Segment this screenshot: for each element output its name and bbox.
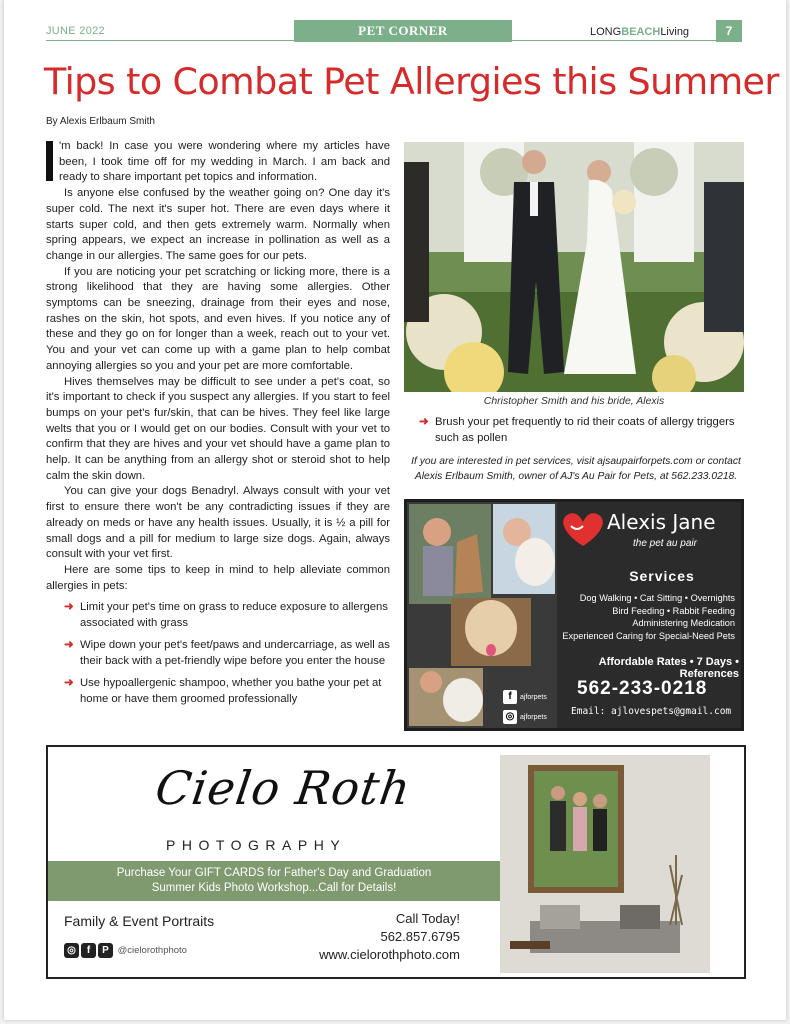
tips-list	[46, 600, 390, 707]
service-line: Dog Walking • Cat Sitting • Overnights	[579, 593, 735, 603]
heart-logo-icon	[557, 510, 609, 548]
page-number: 7	[716, 20, 742, 42]
facebook-handle[interactable]	[503, 690, 547, 704]
facebook-icon: f	[81, 943, 96, 958]
magazine-page	[4, 0, 786, 1020]
promo-line: Summer Kids Photo Workshop...Call for Details!	[151, 882, 397, 894]
byline: By Alexis Erlbaum Smith	[46, 116, 155, 127]
wedding-photo	[404, 142, 744, 392]
services-heading: Services	[629, 568, 695, 584]
arrow-icon: ➜	[64, 677, 74, 690]
ad-phone: 562-233-0218	[577, 678, 708, 699]
paragraph-1-text: 'm back! In case you were wondering where my articles have been, I took time off for my wedding in March. I am back and ready to share important pet topics and information.	[59, 140, 390, 184]
article-title: Tips to Combat Pet Allergies this Summer	[44, 60, 779, 103]
social-row[interactable]	[64, 943, 187, 958]
signature-logo: Cielo Roth	[152, 761, 415, 815]
tip-item	[46, 676, 390, 707]
photography-ad	[46, 745, 746, 979]
paragraph-2: Is anyone else confused by the weather going on? One day it's super cold. The next it's super hot. There are even days where it starts super cold, and then gets extremely warm. Normally when spring appears, we expect an increase in pollination as well as a change in our allergies. The same goes for our pets.	[46, 187, 390, 262]
magazine-name	[590, 26, 689, 38]
paragraph-4: Hives themselves may be difficult to see under a pet's coat, so it's important to check if you suspect any allergies. If you start to feel bumps on your pet's fur/skin, that can be hives. They feel like large welts that you or I would get on our bodies. Consult with your vet to confirm that they are hives and your vet should have a game plan to help. It can be anything from an allergy shot or steroid shot to help calm the skin down.	[46, 375, 390, 482]
tip-item-right	[419, 415, 749, 446]
tip-item	[46, 600, 390, 631]
service-line: Administering Medication	[632, 618, 735, 628]
photo-caption: Christopher Smith and his bride, Alexis	[483, 395, 665, 407]
ad-email: Email: ajlovespets@gmail.com	[571, 706, 732, 717]
call-today: Call Today!	[395, 911, 460, 926]
instagram-icon: ◎	[64, 943, 79, 958]
tip-text: Limit your pet's time on grass to reduce exposure to allergens associated with grass	[80, 601, 388, 629]
header-rule-left	[46, 40, 294, 41]
photography-wordmark: PHOTOGRAPHY	[166, 837, 347, 853]
header-rule-right	[512, 40, 716, 41]
section-label: PET CORNER	[294, 20, 512, 42]
magazine-name-brand: BEACH	[621, 26, 661, 38]
arrow-icon: ➜	[64, 601, 74, 614]
arrow-icon: ➜	[419, 416, 429, 428]
photo-phone: 562.857.6795	[380, 929, 460, 944]
room-illustration	[500, 755, 710, 973]
drop-cap-i	[46, 141, 53, 181]
paragraph-3: If you are noticing your pet scratching or licking more, there is a strong likelihood that they are having some allergies. Other symptoms can be sneezing, drainage from their eyes and nose, rashes on the skin, hot spots, and even hives. If you notice any of these and they go on for longer than a week, reach out to your vet. You and your vet can come up with a game plan to help combat annoying allergies so you and your pet are more comfortable.	[46, 265, 390, 372]
instagram-handle[interactable]	[503, 710, 547, 724]
promo-line: Purchase Your GIFT CARDS for Father's Day and Graduation	[116, 867, 432, 879]
service-line: Experienced Caring for Special-Need Pets	[562, 630, 735, 641]
call-block	[298, 910, 460, 964]
facebook-handle-text: ajforpets	[520, 693, 547, 701]
pet-au-pair-ad	[404, 499, 744, 731]
promo-band	[48, 861, 500, 901]
magazine-name-prefix: LONG	[590, 26, 622, 38]
pinterest-icon: P	[98, 943, 113, 958]
service-line: Bird Feeding • Rabbit Feeding	[612, 605, 735, 616]
arrow-icon: ➜	[64, 639, 74, 652]
article-body	[46, 139, 390, 714]
paragraph-5: You can give your dogs Benadryl. Always consult with your vet first to ensure there won't be any contradicting issues if they are already on meds or have any health issues. Usually, it is ½ a pill for small dogs and a pill for medium to large size dogs. Again, always consult with your vet first.	[46, 485, 390, 561]
contact-note: If you are interested in pet services, visit ajsaupairforpets.com or contact Alexis Erlbaum Smith, owner of AJ's Au Pair for Pets, at 562.233.0218.	[411, 456, 741, 482]
ad-tagline: the pet au pair	[633, 538, 697, 549]
instagram-handle-text: ajforpets	[520, 713, 547, 721]
paragraph-1	[46, 139, 390, 186]
services-text: Family & Event Portraits	[64, 913, 215, 929]
tip-text: Use hypoallergenic shampoo, whether you bathe your pet at home or have them groomed professionally	[80, 677, 382, 705]
photo-website[interactable]: www.cielorothphoto.com	[319, 947, 460, 962]
living-room-photo	[500, 755, 710, 973]
instagram-icon: ◎	[503, 710, 517, 724]
facebook-icon: f	[503, 690, 517, 704]
rates-line: Affordable Rates • 7 Days • References	[598, 656, 739, 680]
tip-text: Wipe down your pet's feet/paws and undercarriage, as well as their back with a pet-friendly wipe before you enter the house	[80, 639, 390, 667]
ad-brand-name: Alexis Jane	[607, 510, 716, 534]
tip-item	[46, 638, 390, 669]
tip-text: Brush your pet frequently to rid their coats of allergy triggers such as pollen	[435, 416, 735, 444]
paragraph-6: Here are some tips to keep in mind to help alleviate common allergies in pets:	[46, 563, 390, 592]
social-handle: @cielorothphoto	[117, 945, 187, 957]
services-list	[545, 592, 744, 642]
issue-date: JUNE 2022	[46, 25, 105, 37]
magazine-name-suffix: Living	[660, 26, 690, 38]
wedding-photo-illustration	[404, 142, 744, 392]
